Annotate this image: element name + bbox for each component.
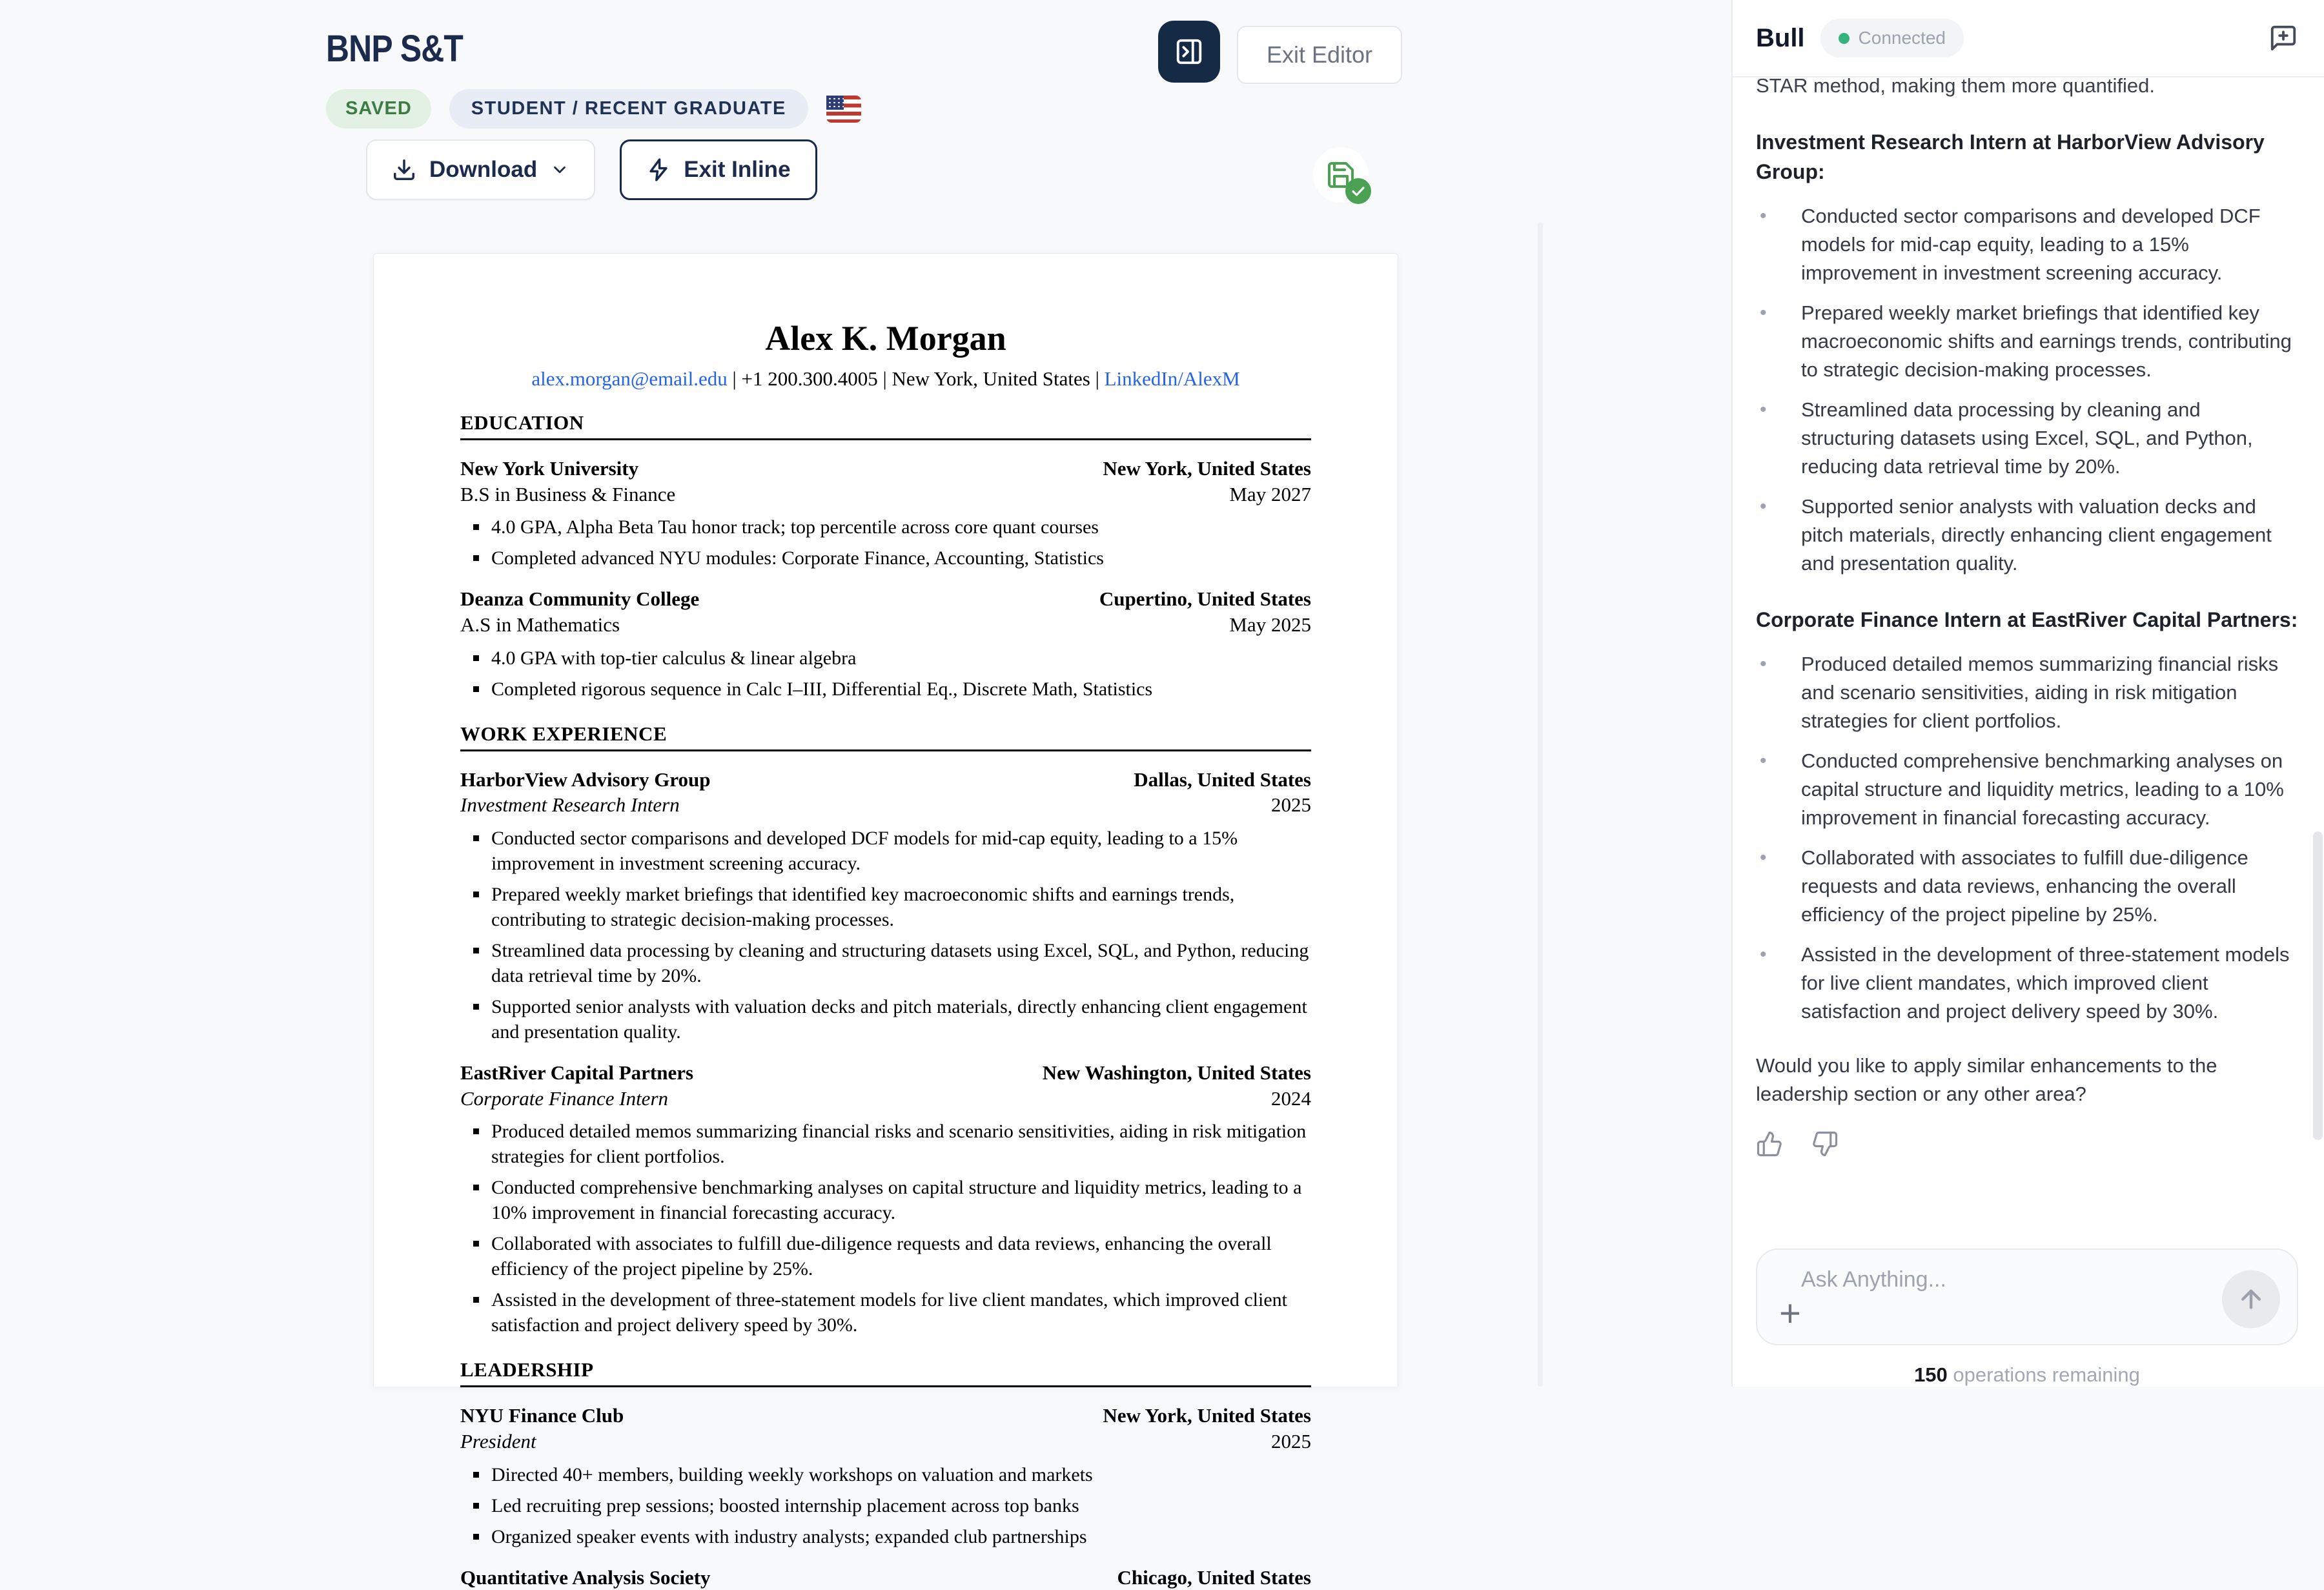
resume-bullet: Streamlined data processing by cleaning and structuring datasets using Excel, SQL, and Python, reducing data retrieval time by 20%. <box>460 938 1311 988</box>
assistant-bullet <box>1756 202 2298 287</box>
assistant-heading: Investment Research Intern at HarborView Advisory Group: <box>1756 130 2265 183</box>
resume-name: Alex K. Morgan <box>765 319 1006 358</box>
assistant-bullet-text: Produced detailed memos summarizing financial risks and scenario sensitivities, aiding in risk mitigation strategies for client portfolios. <box>1801 653 2279 732</box>
resume-section-title: WORK EXPERIENCE <box>460 722 1311 751</box>
resume-org: HarborView Advisory Group <box>460 768 711 791</box>
resume-entry-header-row <box>460 1403 1311 1429</box>
resume-bullet: 4.0 GPA, Alpha Beta Tau honor track; top percentile across core quant courses <box>460 515 1311 540</box>
bullet-dot-icon: • <box>1760 653 1767 675</box>
resume-org: NYU Finance Club <box>460 1404 624 1427</box>
assistant-bullet-text: Collaborated with associates to fulfill due-diligence requests and data reviews, enhancing the overall efficiency of the project pipeline by 25%. <box>1801 846 2248 926</box>
bullet-dot-icon: • <box>1760 205 1767 227</box>
assistant-bullet <box>1756 941 2298 1026</box>
us-flag-icon <box>826 96 861 123</box>
connected-dot-icon <box>1839 33 1850 44</box>
resume-bullet: Led recruiting prep sessions; boosted internship placement across top banks <box>460 1493 1311 1518</box>
download-button[interactable] <box>366 139 595 200</box>
assistant-bullet-text: Assisted in the development of three-statement models for live client mandates, which improved client satisfaction and project delivery speed by 30%. <box>1801 943 2290 1023</box>
ask-input[interactable] <box>1800 1267 2190 1293</box>
exit-inline-button[interactable] <box>620 139 817 200</box>
resume-entry <box>460 1060 1311 1338</box>
resume-entry-date: 2025 <box>1271 793 1311 817</box>
assistant-message-area[interactable] <box>1733 74 2324 1237</box>
assistant-name: Bull <box>1756 23 1805 52</box>
resume-location: New York, United States <box>892 367 1090 391</box>
resume-bullet: Produced detailed memos summarizing financial risks and scenario sensitivities, aiding in risk mitigation strategies for client portfolios. <box>460 1119 1311 1169</box>
assistant-heading: Corporate Finance Intern at EastRiver Capital Partners: <box>1756 608 2298 631</box>
assistant-bullet <box>1756 493 2298 578</box>
bullet-dot-icon: • <box>1760 847 1767 868</box>
chevron-down-icon <box>550 160 569 179</box>
collapse-panel-button[interactable] <box>1158 21 1220 83</box>
connection-status-label: Connected <box>1858 28 1946 48</box>
assistant-bullet <box>1756 299 2298 384</box>
connection-status-badge <box>1820 19 1964 57</box>
resume-section-title: EDUCATION <box>460 411 1311 440</box>
resume-entry <box>460 456 1311 571</box>
feedback-row <box>1756 1130 2298 1157</box>
thumbs-down-icon[interactable] <box>1811 1130 1839 1157</box>
resume-entry-sub-row <box>460 482 1311 507</box>
contact-separator: | <box>727 367 742 391</box>
assistant-bullet <box>1756 747 2298 832</box>
resume-entry-role: President <box>460 1430 536 1453</box>
resume-entry-sub-row <box>460 612 1311 638</box>
autosave-indicator <box>1313 147 1369 203</box>
zap-icon <box>646 158 671 182</box>
resume-bullet-list <box>460 515 1311 571</box>
resume-bullet: Directed 40+ members, building weekly workshops on valuation and markets <box>460 1462 1311 1487</box>
resume-entry-location: New Washington, United States <box>1042 1061 1311 1085</box>
saved-check-icon <box>1345 178 1371 204</box>
bullet-dot-icon: • <box>1760 302 1767 323</box>
resume-entry-location: New York, United States <box>1103 457 1311 480</box>
resume-bullet: Completed rigorous sequence in Calc I–III, Differential Eq., Discrete Math, Statistics <box>460 677 1311 702</box>
resume-bullet: Organized speaker events with industry analysts; expanded club partnerships <box>460 1524 1311 1549</box>
document-scrollbar[interactable] <box>1538 222 1543 1387</box>
resume-entry-location: Chicago, United States <box>1117 1565 1311 1589</box>
send-button[interactable] <box>2222 1270 2280 1329</box>
assistant-scrollbar[interactable] <box>2313 831 2323 1140</box>
ask-input-box[interactable] <box>1756 1249 2298 1345</box>
resume-bullet: Supported senior analysts with valuation decks and pitch materials, directly enhancing client engagement and presentation quality. <box>460 994 1311 1045</box>
resume-entry-sub-row <box>460 1429 1311 1454</box>
resume-bullet: Completed advanced NYU modules: Corporate Finance, Accounting, Statistics <box>460 545 1311 571</box>
resume-entry-header-row <box>460 1565 1311 1590</box>
resume-contact-line <box>460 367 1311 391</box>
resume-entry-role: B.S in Business & Finance <box>460 482 676 505</box>
assistant-input-area <box>1733 1237 2324 1387</box>
bullet-dot-icon: • <box>1760 944 1767 965</box>
resume-bullet-list <box>460 1462 1311 1549</box>
resume-bullet: Collaborated with associates to fulfill due-diligence requests and data reviews, enhancing the overall efficiency of the project pipeline by 25%. <box>460 1231 1311 1281</box>
editor-top-right <box>1158 21 1402 84</box>
resume-entry <box>460 1565 1311 1590</box>
exit-inline-label: Exit Inline <box>684 157 791 182</box>
resume-entry <box>460 1403 1311 1549</box>
contact-separator: | <box>877 367 892 391</box>
resume-email-link[interactable]: alex.morgan@email.edu <box>531 367 728 391</box>
resume-entry-date: May 2025 <box>1229 613 1311 637</box>
operations-label: operations remaining <box>1947 1363 2140 1386</box>
resume-sections <box>460 411 1311 1590</box>
assistant-header <box>1733 0 2324 77</box>
badge-row <box>326 89 861 128</box>
resume-bullet: 4.0 GPA with top-tier calculus & linear algebra <box>460 646 1311 671</box>
resume-org: Deanza Community College <box>460 587 700 611</box>
resume-section <box>460 411 1311 702</box>
resume-entry-location: Dallas, United States <box>1134 768 1311 791</box>
resume-entry-date: 2024 <box>1271 1086 1311 1110</box>
resume-entry-header-row <box>460 456 1311 482</box>
resume-bullet: Conducted comprehensive benchmarking analyses on capital structure and liquidity metrics, leading to a 10% improvement in financial forecasting accuracy. <box>460 1175 1311 1225</box>
attach-plus-icon[interactable]: + <box>1779 1292 1801 1334</box>
bullet-dot-icon: • <box>1760 750 1767 771</box>
resume-section <box>460 1358 1311 1590</box>
thumbs-up-icon[interactable] <box>1756 1130 1783 1157</box>
resume-entry-role: Investment Research Intern <box>460 793 680 817</box>
assistant-bullet-text: Conducted comprehensive benchmarking analyses on capital structure and liquidity metrics, leading to a 10% improvement in financial forecasting accuracy. <box>1801 749 2284 829</box>
resume-bullet: Assisted in the development of three-statement models for live client mandates, which improved client satisfaction and project delivery speed by 30%. <box>460 1287 1311 1338</box>
assistant-bullet-text: Streamlined data processing by cleaning and structuring datasets using Excel, SQL, and Python, reducing data retrieval time by 20%. <box>1801 398 2253 478</box>
resume-entry-location: Cupertino, United States <box>1099 587 1311 611</box>
resume-entry-header-row <box>460 1060 1311 1086</box>
resume-org: New York University <box>460 457 639 480</box>
resume-org: Quantitative Analysis Society <box>460 1565 711 1589</box>
operations-remaining <box>1756 1363 2298 1387</box>
download-label: Download <box>429 157 538 182</box>
operations-count: 150 <box>1914 1363 1948 1386</box>
assistant-message-clipped-line: STAR method, making them more quantified. <box>1756 74 2155 97</box>
resume-entry <box>460 586 1311 701</box>
resume-entry-date: May 2027 <box>1229 482 1311 505</box>
resume-entry-location: New York, United States <box>1103 1404 1311 1427</box>
resume-section-title: LEADERSHIP <box>460 1358 1311 1387</box>
page-title: BNP S&T <box>326 28 464 70</box>
resume-entry-header-row <box>460 767 1311 793</box>
resume-org: EastRiver Capital Partners <box>460 1061 694 1085</box>
bullet-dot-icon: • <box>1760 496 1767 517</box>
resume-bullet: Conducted sector comparisons and developed DCF models for mid-cap equity, leading to a 15% improvement in investment screening accuracy. <box>460 826 1311 876</box>
resume-bullet: Prepared weekly market briefings that identified key macroeconomic shifts and earnings trends, contributing to strategic decision-making processes. <box>460 882 1311 932</box>
assistant-bullet-text: Supported senior analysts with valuation decks and pitch materials, directly enhancing client engagement and presentation quality. <box>1801 495 2272 575</box>
resume-phone: +1 200.300.4005 <box>741 367 878 391</box>
saved-badge: SAVED <box>326 89 431 128</box>
assistant-bullet <box>1756 844 2298 929</box>
resume-bullet-list <box>460 1119 1311 1338</box>
assistant-panel <box>1731 0 2324 1387</box>
assistant-bullet-text: Prepared weekly market briefings that identified key macroeconomic shifts and earnings trends, contributing to strategic decision-making processes. <box>1801 301 2292 381</box>
resume-bullet-list <box>460 826 1311 1045</box>
candidate-type-badge: STUDENT / RECENT GRADUATE <box>449 89 808 128</box>
resume-document[interactable] <box>373 253 1398 1589</box>
assistant-bullet <box>1756 650 2298 735</box>
resume-entry-role: Corporate Finance Intern <box>460 1086 669 1110</box>
resume-entry-sub-row <box>460 792 1311 818</box>
contact-separator: | <box>1090 367 1105 391</box>
assistant-message-blocks <box>1756 127 2298 1108</box>
panel-right-icon <box>1174 37 1204 66</box>
resume-linkedin-link[interactable]: LinkedIn/AlexM <box>1104 367 1240 391</box>
exit-editor-button[interactable]: Exit Editor <box>1237 26 1402 84</box>
resume-entry-header-row <box>460 586 1311 612</box>
assistant-paragraph: Would you like to apply similar enhancements to the leadership section or any other area? <box>1756 1054 2217 1105</box>
assistant-bullet-text: Conducted sector comparisons and developed DCF models for mid-cap equity, leading to a 15% improvement in investment screening accuracy. <box>1801 205 2261 284</box>
assistant-bullet <box>1756 396 2298 481</box>
resume-entry <box>460 767 1311 1045</box>
resume-entry-date: 2025 <box>1271 1430 1311 1453</box>
new-chat-icon[interactable] <box>2268 23 2298 53</box>
resume-bullet-list <box>460 646 1311 702</box>
resume-section <box>460 722 1311 1338</box>
document-actions <box>366 139 817 200</box>
resume-entry-role: A.S in Mathematics <box>460 613 620 637</box>
bullet-dot-icon: • <box>1760 399 1767 420</box>
download-icon <box>392 158 416 182</box>
resume-entry-sub-row <box>460 1086 1311 1112</box>
